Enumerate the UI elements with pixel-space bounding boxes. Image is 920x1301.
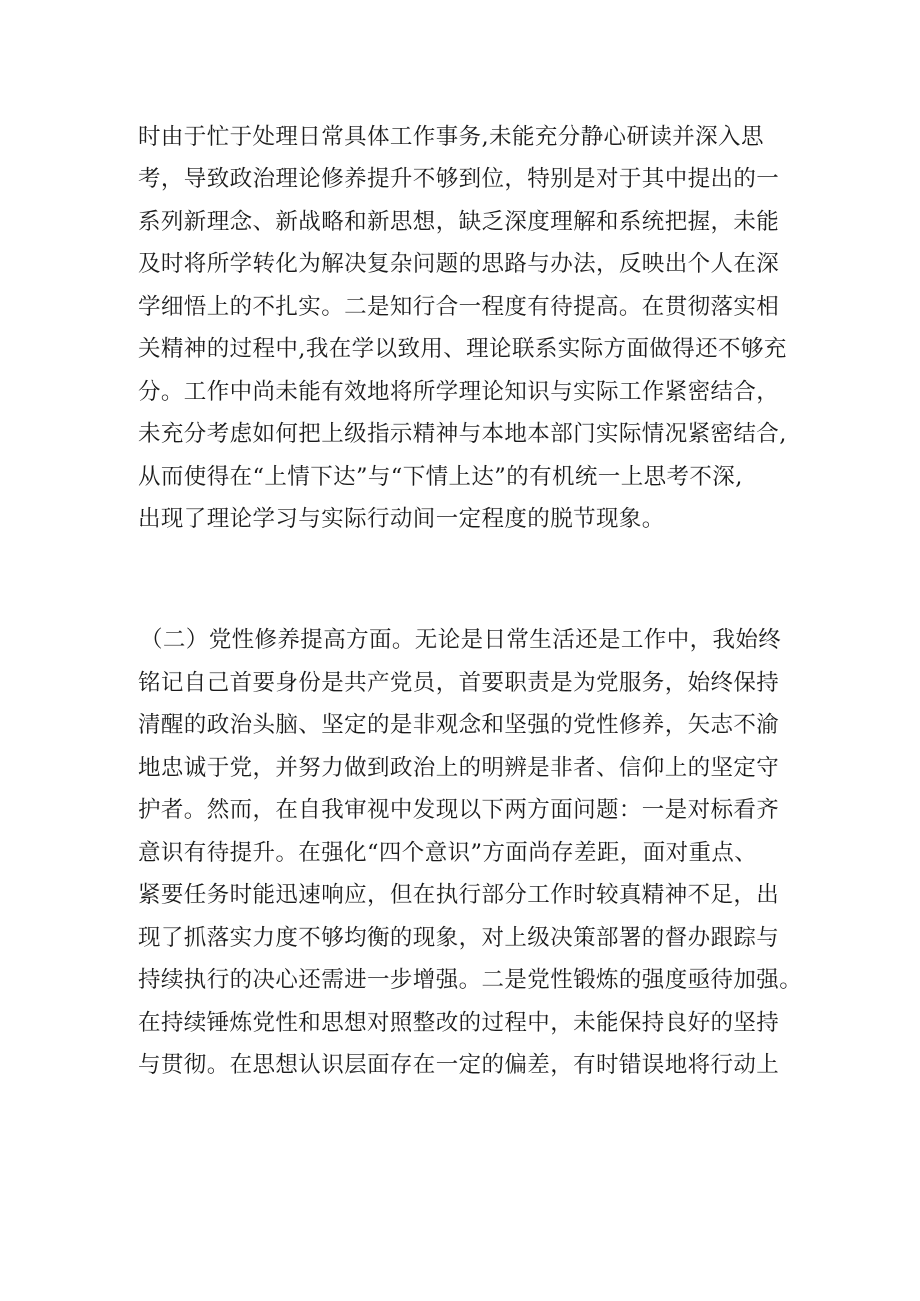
text-line: 时由于忙于处理日常具体工作事务,未能充分静心研读并深入思 [138,124,764,150]
text-line: 在持续锤炼党性和思想对照整改的过程中，未能保持良好的坚持 [138,1010,780,1036]
text-line: 考，导致政治理论修养提升不够到位，特别是对于其中提出的一 [138,166,780,192]
text-line: 未充分考虑如何把上级指示精神与本地本部门实际情况紧密结合, [138,421,787,447]
text-line: 地忠诚于党，并努力做到政治上的明辨是非者、信仰上的坚定守 [138,755,780,781]
text-line: 与贯彻。在思想认识层面存在一定的偏差，有时错误地将行动上 [138,1052,780,1078]
text-line: 系列新理念、新战略和新思想，缺乏深度理解和系统把握，未能 [138,209,780,235]
text-line: 及时将所学转化为解决复杂问题的思路与办法，反映出个人在深 [138,251,780,277]
text-line: 护者。然而，在自我审视中发现以下两方面问题：一是对标看齐 [138,797,780,823]
text-line: 现了抓落实力度不够均衡的现象，对上级决策部署的督办跟踪与 [138,925,780,951]
section-heading-line: （二）党性修养提高方面。无论是日常生活还是工作中，我始终 [140,627,782,653]
text-line: 持续执行的决心还需进一步增强。二是党性锻炼的强度亟待加强。 [138,967,803,993]
text-line: 出现了理论学习与实际行动间一定程度的脱节现象。 [138,506,665,532]
text-line: 从而使得在“上情下达”与“下情上达”的有机统一上思考不深, [138,464,743,490]
text-line: 学细悟上的不扎实。二是知行合一程度有待提高。在贯彻落实相 [138,294,780,320]
text-line: 紧要任务时能迅速响应，但在执行部分工作时较真精神不足，出 [138,882,780,908]
text-line: 铭记自己首要身份是共产党员，首要职责是为党服务，始终保持 [138,670,780,696]
text-line: 意识有待提升。在强化“四个意识”方面尚存差距，面对重点、 [138,840,758,866]
text-line: 关精神的过程中,我在学以致用、理论联系实际方面做得还不够充 [138,336,787,362]
text-line: 分。工作中尚未能有效地将所学理论知识与实际工作紧密结合， [138,379,780,405]
text-line: 清醒的政治头脑、坚定的是非观念和坚强的党性修养，矢志不渝 [138,712,780,738]
